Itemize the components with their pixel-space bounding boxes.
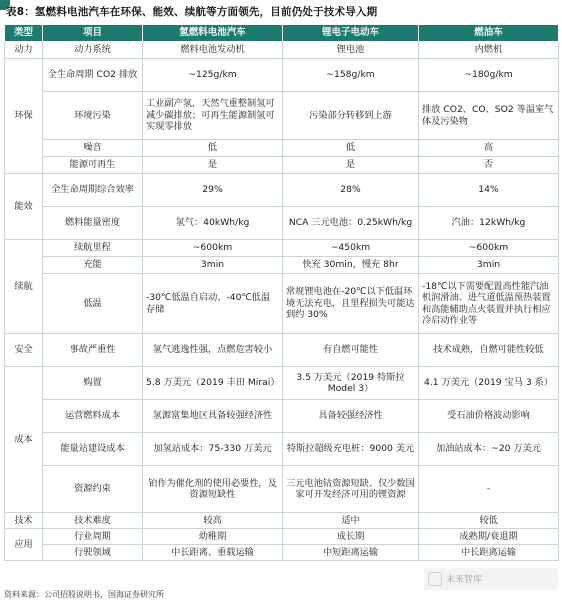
comparison-table (4, 24, 559, 561)
hydrogen-cell: ~125g/km (143, 59, 283, 92)
ev-cell: 锂电池 (283, 42, 419, 59)
ice-cell: ~600km (419, 240, 559, 257)
hydrogen-cell: 氢气：40kWh/kg (143, 207, 283, 240)
ice-cell: 14% (419, 174, 559, 207)
ice-cell: -18℃以下需要配置高性能汽油机润滑油、进气道低温预热装置和高能辅助点火装置并执行相应冷启动作业等 (419, 274, 559, 334)
item-cell: 能源可再生 (43, 157, 143, 174)
item-cell: 资源约束 (43, 466, 143, 513)
hydrogen-cell: 燃料电池发动机 (143, 42, 283, 59)
category-cell: 动力 (5, 42, 43, 59)
ev-cell: 是 (283, 157, 419, 174)
item-cell: 低温 (43, 274, 143, 334)
table-row (5, 92, 559, 140)
ev-cell: 成长期 (283, 529, 419, 545)
ev-cell: 适中 (283, 513, 419, 529)
ev-cell: 3.5 万美元（2019 特斯拉 Model 3） (283, 367, 419, 400)
ev-cell: 低 (283, 140, 419, 157)
hydrogen-cell: 29% (143, 174, 283, 207)
hydrogen-cell: 较高 (143, 513, 283, 529)
table-row (5, 433, 559, 466)
ice-cell: 加油站成本：~20 万美元 (419, 433, 559, 466)
ice-cell: 受石油价格波动影响 (419, 400, 559, 433)
category-cell: 续航 (5, 240, 43, 334)
ice-cell: ~180g/km (419, 59, 559, 92)
ice-cell: 4.1 万美元（2019 宝马 3 系） (419, 367, 559, 400)
item-cell: 购置 (43, 367, 143, 400)
table-row (5, 240, 559, 257)
header-type: 类型 (5, 25, 43, 42)
header-ice: 燃油车 (419, 25, 559, 42)
hydrogen-cell: 5.8 万美元（2019 丰田 Mirai） (143, 367, 283, 400)
source-note: 资料来源：公司招股说明书，国海证券研究所 (4, 590, 164, 599)
item-cell: 充能 (43, 257, 143, 274)
item-cell: 噪音 (43, 140, 143, 157)
item-cell: 行驶领域 (43, 545, 143, 561)
ev-cell: 具备较强经济性 (283, 400, 419, 433)
ice-cell: - (419, 466, 559, 513)
item-cell: 事故严重性 (43, 334, 143, 367)
category-cell: 应用 (5, 529, 43, 561)
hydrogen-cell: 幼稚期 (143, 529, 283, 545)
ice-cell: 3min (419, 257, 559, 274)
ev-cell: ~158g/km (283, 59, 419, 92)
category-cell: 环保 (5, 59, 43, 174)
hydrogen-cell: 铂作为催化剂的使用必要性，及资源短缺性 (143, 466, 283, 513)
item-cell: 运营燃料成本 (43, 400, 143, 433)
hydrogen-cell: 低 (143, 140, 283, 157)
table-row (5, 174, 559, 207)
ice-cell: 汽油：12kWh/kg (419, 207, 559, 240)
table-row (5, 334, 559, 367)
header-hydrogen: 氢燃料电池汽车 (143, 25, 283, 42)
hydrogen-cell: 加氢站成本：75-330 万美元 (143, 433, 283, 466)
ev-cell: 中短距离运输 (283, 545, 419, 561)
table-row (5, 42, 559, 59)
hydrogen-cell: 氢气逃逸性强，点燃危害较小 (143, 334, 283, 367)
ev-cell: ~450km (283, 240, 419, 257)
ice-cell: 排放 CO2、CO、SO2 等温室气体及污染物 (419, 92, 559, 140)
header-ev: 锂电子电动车 (283, 25, 419, 42)
ice-cell: 较低 (419, 513, 559, 529)
item-cell: 行业周期 (43, 529, 143, 545)
item-cell: 续航里程 (43, 240, 143, 257)
table-row (5, 367, 559, 400)
header-row (5, 25, 559, 42)
item-cell: 技术难度 (43, 513, 143, 529)
table-row (5, 274, 559, 334)
ice-cell: 高 (419, 140, 559, 157)
ev-cell: 常规锂电池在-20℃以下低温环境无法充电，且里程损失可能达到约 30% (283, 274, 419, 334)
table-row (5, 140, 559, 157)
table-row (5, 545, 559, 561)
hydrogen-cell: 氢源富集地区具备较强经济性 (143, 400, 283, 433)
ev-cell: 28% (283, 174, 419, 207)
hydrogen-cell: 是 (143, 157, 283, 174)
ice-cell: 内燃机 (419, 42, 559, 59)
category-cell: 成本 (5, 367, 43, 513)
item-cell: 全生命周期 CO2 排放 (43, 59, 143, 92)
ev-cell: NCA 三元电池：0.25kWh/kg (283, 207, 419, 240)
ice-cell: 成熟期/衰退期 (419, 529, 559, 545)
item-cell: 动力系统 (43, 42, 143, 59)
ev-cell: 有自燃可能性 (283, 334, 419, 367)
ev-cell: 污染部分转移到上游 (283, 92, 419, 140)
item-cell: 能量站建设成本 (43, 433, 143, 466)
ev-cell: 三元电池钴资源短缺、仅少数国家可开发经济可用的锂资源 (283, 466, 419, 513)
table-row (5, 257, 559, 274)
hydrogen-cell: ~600km (143, 240, 283, 257)
hydrogen-cell: 工业副产氢，天然气重整制氢可减少碳排放；可再生能源制氢可实现零排放 (143, 92, 283, 140)
ice-cell: 中长距离运输 (419, 545, 559, 561)
table-row (5, 157, 559, 174)
watermark-icon (428, 572, 442, 586)
category-cell: 能效 (5, 174, 43, 240)
hydrogen-cell: -30℃低温自启动、-40℃低温存储 (143, 274, 283, 334)
hydrogen-cell: 中长距离、重载运输 (143, 545, 283, 561)
header-item: 项目 (43, 25, 143, 42)
category-cell: 技术 (5, 513, 43, 529)
ice-cell: 技术成熟，自燃可能性较低 (419, 334, 559, 367)
ice-cell: 否 (419, 157, 559, 174)
item-cell: 全生命周期综合效率 (43, 174, 143, 207)
watermark-text: 未来智库 (446, 575, 483, 585)
table-row (5, 59, 559, 92)
table-row (5, 529, 559, 545)
item-cell: 燃料能量密度 (43, 207, 143, 240)
item-cell: 环境污染 (43, 92, 143, 140)
category-cell: 安全 (5, 334, 43, 367)
table-row (5, 513, 559, 529)
ev-cell: 快充 30min，慢充 8hr (283, 257, 419, 274)
hydrogen-cell: 3min (143, 257, 283, 274)
ev-cell: 特斯拉超级充电桩：9000 美元 (283, 433, 419, 466)
table-row (5, 207, 559, 240)
table-row (5, 466, 559, 513)
table-title: 表8：氢燃料电池汽车在环保、能效、续航等方面领先，目前仍处于技术导入期 (6, 6, 378, 18)
table-row (5, 400, 559, 433)
watermark-box (424, 568, 558, 590)
